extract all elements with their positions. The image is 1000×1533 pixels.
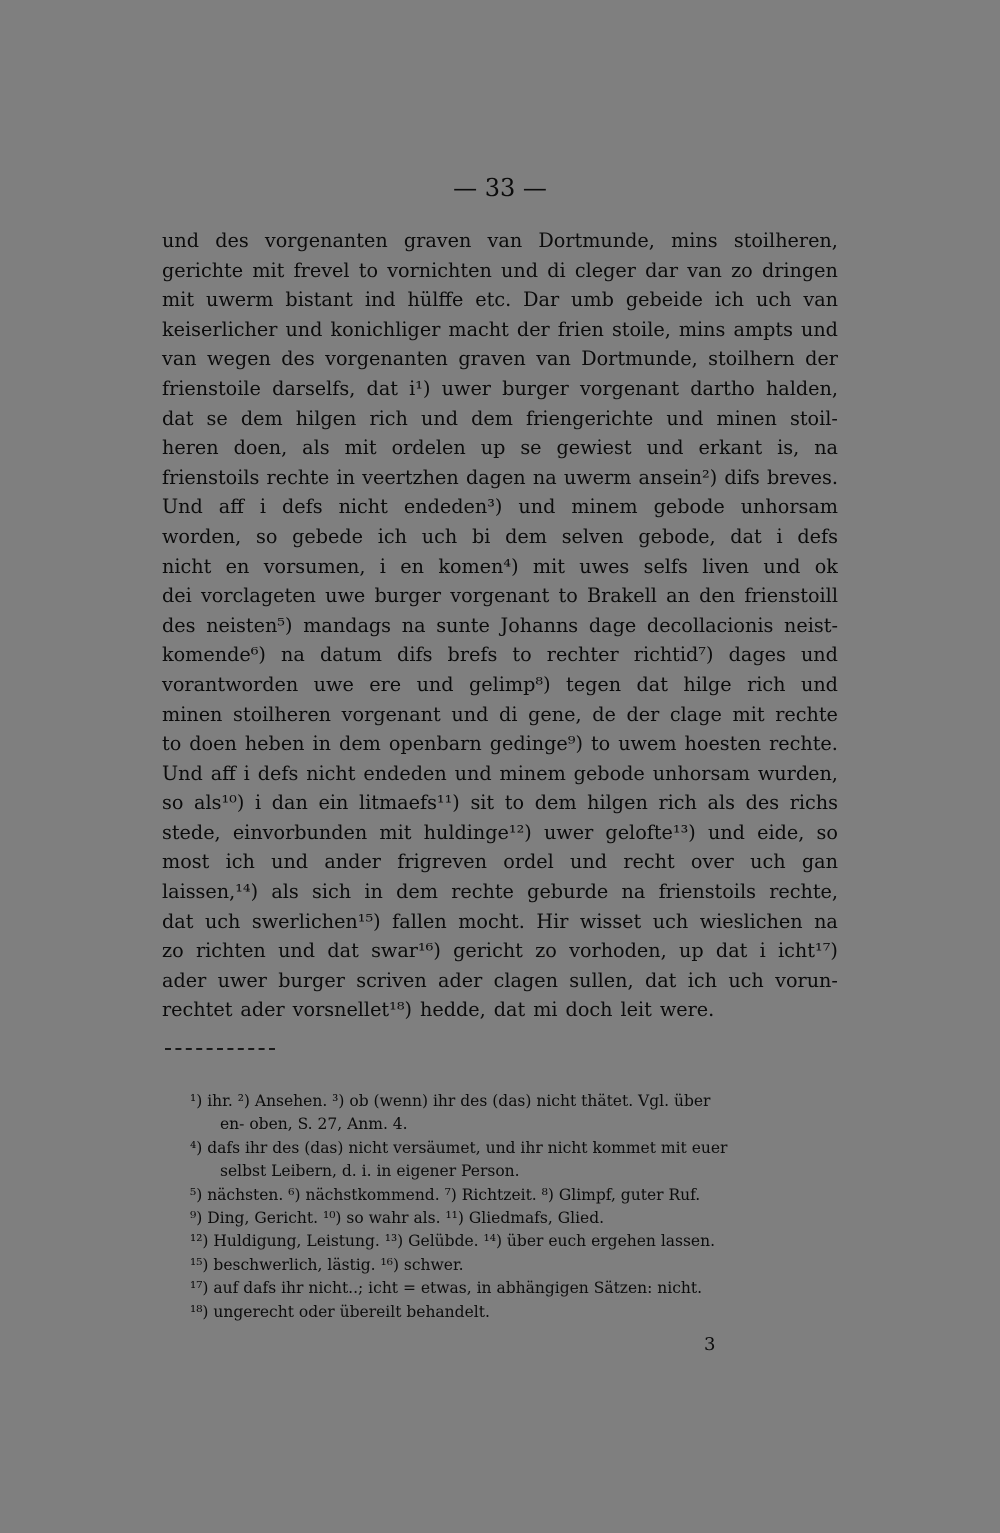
footnote-line: ¹⁸) ungerecht oder übereilt behandelt. [190,1302,490,1321]
body-line: so als¹⁰) i dan ein litmaefs¹¹) sit to dem hilgen rich als des richs [162,791,838,815]
body-line: Und aff i defs nicht endeden und minem gebode unhorsam wurden, [162,761,838,785]
body-line: dat se dem hilgen rich und dem friengerichte und minen stoil- [162,406,838,430]
body-line: frienstoils rechte in veertzhen dagen na uwerm ansein²) difs breves. [162,465,838,489]
body-line: van wegen des vorgenanten graven van Dortmunde, stoilhern der [162,347,838,371]
body-line: ader uwer burger scriven ader clagen sullen, dat ich uch vorun- [162,968,838,992]
body-line: worden, so gebede ich uch bi dem selven gebode, dat i defs [162,524,838,548]
body-line: most ich und ander frigreven ordel und recht over uch gan [162,850,838,874]
body-line: minen stoilheren vorgenant und di gene, de der clage mit rechte [162,702,838,726]
footnote-line: en- oben, S. 27, Anm. 4. [220,1115,408,1134]
body-line: heren doen, als mit ordelen up se gewiest und erkant is, na [162,436,838,460]
body-line: Und aff i defs nicht endeden³) und minem gebode unhorsam [162,495,838,519]
body-line: frienstoile darselfs, dat i¹) uwer burger vorgenant dartho halden, [162,376,838,400]
signature-mark: 3 [704,1334,716,1355]
body-line: des neisten⁵) mandags na sunte Johanns dage decollacionis neist- [162,613,838,637]
body-line: dat uch swerlichen¹⁵) fallen mocht. Hir wisset uch wieslichen na [162,909,838,933]
footnote-separator [165,1048,275,1050]
body-line: zo richten und dat swar¹⁶) gericht zo vorhoden, up dat i icht¹⁷) [162,939,838,963]
footnote-line: ¹⁵) beschwerlich, lästig. ¹⁶) schwer. [190,1255,464,1274]
body-line: keiserlicher und konichliger macht der frien stoile, mins ampts und [162,317,838,341]
body-line: mit uwerm bistant ind hülffe etc. Dar umb gebeide ich uch van [162,288,838,312]
footnote-line: ¹⁷) auf dafs ihr nicht..; icht = etwas, in abhängigen Sätzen: nicht. [190,1279,703,1298]
body-text [162,226,838,1025]
body-line: rechtet ader vorsnellet¹⁸) hedde, dat mi doch leit were. [162,998,715,1022]
footnote-line: ¹) ihr. ²) Ansehen. ³) ob (wenn) ihr des (das) nicht thätet. Vgl. über [190,1092,711,1110]
page-header: — 33 — [453,174,547,202]
body-line: laissen,¹⁴) als sich in dem rechte geburde na frienstoils rechte, [162,880,838,904]
footnote-line: ¹²) Huldigung, Leistung. ¹³) Gelübde. ¹⁴) über euch ergehen lassen. [190,1232,716,1251]
footnote-line: ⁵) nächsten. ⁶) nächstkommend. ⁷) Richtzeit. ⁸) Glimpf, guter Ruf. [190,1185,701,1204]
body-line: nicht en vorsumen, i en komen⁴) mit uwes selfs liven und ok [162,554,838,578]
body-line: und des vorgenanten graven van Dortmunde, mins stoilheren, [162,229,838,252]
body-line: vorantworden uwe ere und gelimp⁸) tegen dat hilge rich und [162,672,838,696]
footnotes [190,1090,840,1324]
body-line: to doen heben in dem openbarn gedinge⁹) to uwem hoesten rechte. [162,732,838,756]
body-line: dei vorclageten uwe burger vorgenant to Brakell an den frienstoill [162,584,838,608]
footnote-line: ⁹) Ding, Gericht. ¹⁰) so wahr als. ¹¹) Gliedmafs, Glied. [190,1208,605,1227]
body-line: komende⁶) na datum difs brefs to rechter richtid⁷) dages und [162,643,838,667]
footnote-line: ⁴) dafs ihr des (das) nicht versäumet, und ihr nicht kommet mit euer [190,1138,728,1157]
body-line: stede, einvorbunden mit huldinge¹²) uwer gelofte¹³) und eide, so [162,820,838,844]
body-line: gerichte mit frevel to vornichten und di cleger dar van zo dringen [162,258,838,282]
footnote-line: selbst Leibern, d. i. in eigener Person. [220,1162,520,1181]
